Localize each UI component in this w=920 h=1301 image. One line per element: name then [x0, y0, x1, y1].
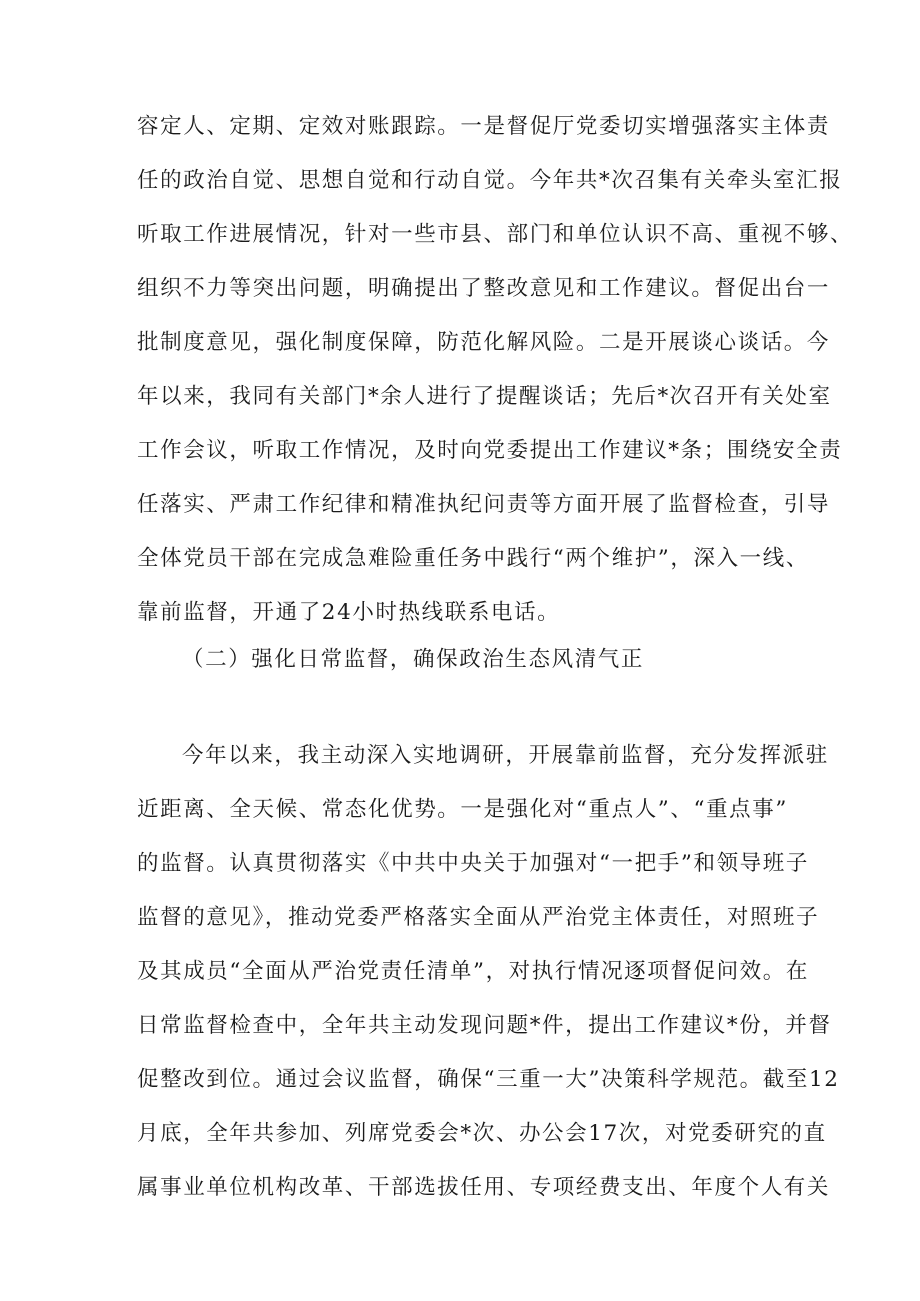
paragraph-line: 监督的意见》，推动党委严格落实全面从严治党主体责任，对照班子 [137, 905, 820, 930]
paragraph-line: 任落实、严肃工作纪律和精准执纪问责等方面开展了监督检查，引导 [137, 492, 831, 517]
paragraph-line: 的监督。认真贯彻落实《中共中央关于加强对“一把手”和领导班子 [137, 851, 809, 876]
paragraph-line: 月底，全年共参加、列席党委会*次、办公会17次，对党委研究的直 [137, 1121, 827, 1146]
paragraph-line: 属事业单位机构改革、干部选拔任用、专项经费支出、年度个人有关 [137, 1175, 831, 1200]
paragraph-line: 日常监督检查中，全年共主动发现问题*件，提出工作建议*份，并督 [137, 1013, 832, 1038]
paragraph-line: 任的政治自觉、思想自觉和行动自觉。今年共*次召集有关牵头室汇报 [137, 168, 843, 193]
paragraph-line: 容定人、定期、定效对账跟踪。一是督促厅党委切实增强落实主体责 [137, 114, 831, 139]
paragraph-line: 年以来，我同有关部门*余人进行了提醒谈话；先后*次召开有关处室 [137, 384, 832, 409]
paragraph-line: 组织不力等突出问题，明确提出了整改意见和工作建议。督促出台一 [137, 276, 831, 301]
paragraph-line: 今年以来，我主动深入实地调研，开展靠前监督，充分发挥派驻 [182, 743, 829, 768]
paragraph-line: 近距离、全天候、常态化优势。一是强化对“重点人”、“重点事” [137, 797, 788, 822]
paragraph-line: 全体党员干部在完成急难险重任务中践行“两个维护”，深入一线、 [137, 546, 809, 571]
paragraph-line: 工作会议，听取工作情况，及时向党委提出工作建议*条；围绕安全责 [137, 438, 843, 463]
paragraph-line: 及其成员“全面从严治党责任清单”，对执行情况逐项督促问效。在 [137, 959, 809, 984]
paragraph-line: 批制度意见，强化制度保障，防范化解风险。二是开展谈心谈话。今 [137, 330, 831, 355]
paragraph-line: 靠前监督，开通了24小时热线联系电话。 [137, 600, 561, 625]
paragraph-line: 听取工作进展情况，针对一些市县、部门和单位认识不高、重视不够、 [137, 222, 854, 247]
paragraph-line: 促整改到位。通过会议监督，确保“三重一大”决策科学规范。截至12 [137, 1067, 840, 1092]
section-heading: （二）强化日常监督，确保政治生态风清气正 [182, 647, 645, 672]
